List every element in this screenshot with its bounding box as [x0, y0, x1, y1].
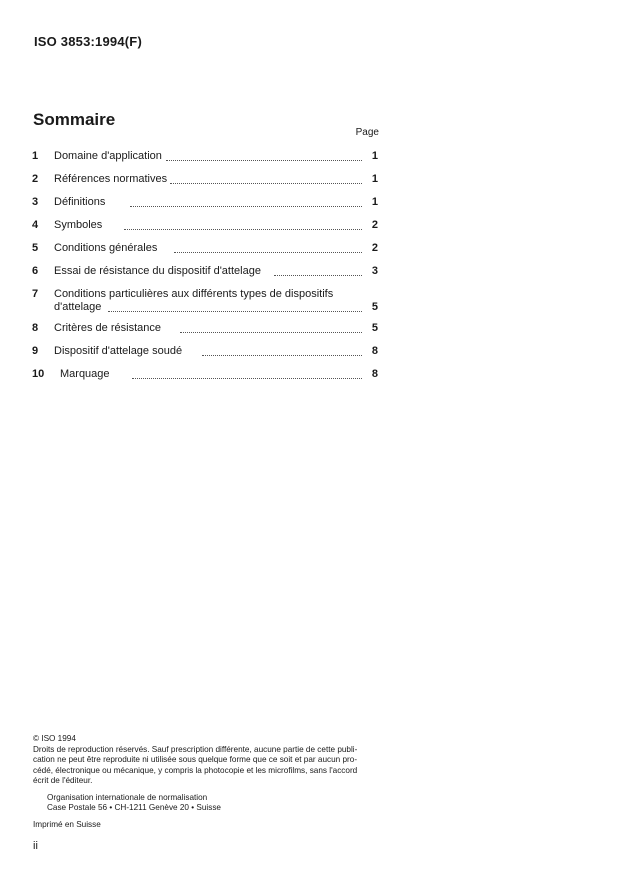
printed-in: Imprimé en Suisse: [33, 819, 101, 829]
toc-entry-title: Marquage: [60, 368, 110, 380]
toc-entry[interactable]: [32, 322, 378, 336]
toc-leader-dots: [132, 377, 362, 379]
toc-entry[interactable]: [32, 265, 378, 279]
toc-entry-number: 6: [32, 265, 39, 277]
toc-entry-number: 4: [32, 219, 39, 231]
toc-entry-page: 8: [371, 368, 378, 380]
document-id: ISO 3853:1994(F): [34, 34, 142, 49]
page-column-label: Page: [355, 127, 379, 138]
toc-entry-page: 1: [371, 173, 378, 185]
rights-statement-line: cation ne peut être reproduite ni utilisée sous quelque forme que ce soit et par aucun pro-: [33, 755, 358, 764]
toc-entry-number: 9: [32, 345, 39, 357]
toc-entry-page: 5: [371, 301, 378, 313]
toc-entry-title: Symboles: [54, 219, 103, 231]
toc-entry[interactable]: [32, 219, 378, 233]
rights-statement-line: Droits de reproduction réservés. Sauf prescription différente, aucune partie de cette publi-: [33, 744, 358, 754]
toc-entry-title: Essai de résistance du dispositif d'attelage: [54, 265, 261, 277]
toc-entry-number: 8: [32, 322, 39, 334]
copyright-notice: [33, 734, 383, 830]
toc-entry-page: 2: [371, 219, 378, 231]
page-number: ii: [33, 840, 38, 852]
toc-entry[interactable]: [32, 242, 378, 256]
toc-entry-title: Domaine d'application: [54, 150, 162, 162]
toc-entry[interactable]: [32, 345, 378, 359]
toc-entry[interactable]: [32, 173, 378, 187]
toc-entry-title: Critères de résistance: [54, 322, 161, 334]
toc-entry[interactable]: [32, 150, 378, 164]
toc-entry-page: 1: [371, 150, 378, 162]
toc-entry-title: Dispositif d'attelage soudé: [54, 345, 183, 357]
toc-entry-page: 8: [371, 345, 378, 357]
toc-entry[interactable]: [32, 368, 378, 382]
toc-leader-dots: [170, 182, 362, 184]
toc-entry-number: 3: [32, 196, 39, 208]
toc-entry-page: 5: [371, 322, 378, 334]
contents-heading: Sommaire: [33, 110, 116, 129]
organisation-name: Organisation internationale de normalisation: [47, 792, 208, 802]
toc-entry-page: 3: [371, 265, 378, 277]
rights-statement-line: cédé, électronique ou mécanique, y compris la photocopie et les microfilms, sans l'accord: [33, 765, 358, 775]
toc-entry-number: 1: [32, 150, 39, 162]
rights-statement-line: écrit de l'éditeur.: [33, 776, 93, 785]
toc-leader-dots: [180, 331, 362, 333]
copyright-line: © ISO 1994: [33, 734, 76, 743]
toc-entry-page: 2: [371, 242, 378, 254]
toc-leader-dots: [124, 228, 362, 230]
toc-leader-dots: [130, 205, 362, 207]
toc-leader-dots: [166, 159, 362, 161]
toc-entry[interactable]: [32, 196, 378, 210]
toc-entry-title-line: Conditions particulières aux différents types de dispositifs: [54, 288, 334, 300]
toc-entry-title: Références normatives: [54, 173, 168, 185]
toc-leader-dots: [108, 310, 362, 312]
toc-entry-number: 10: [32, 368, 45, 380]
toc-entry-number: 7: [32, 288, 39, 300]
toc-entry-number: 5: [32, 242, 39, 254]
toc-entry-number: 2: [32, 173, 39, 185]
organisation-address: Case Postale 56 • CH-1211 Genève 20 • Suisse: [47, 803, 221, 812]
toc-entry-title: Conditions générales: [54, 242, 158, 254]
toc-leader-dots: [174, 251, 362, 253]
toc-entry-page: 1: [371, 196, 378, 208]
toc-entry-title-line: d'attelage: [54, 301, 102, 313]
toc-entry-title: Définitions: [54, 196, 106, 208]
toc-leader-dots: [274, 274, 362, 276]
toc-leader-dots: [202, 354, 362, 356]
toc-entry[interactable]: [32, 288, 378, 316]
